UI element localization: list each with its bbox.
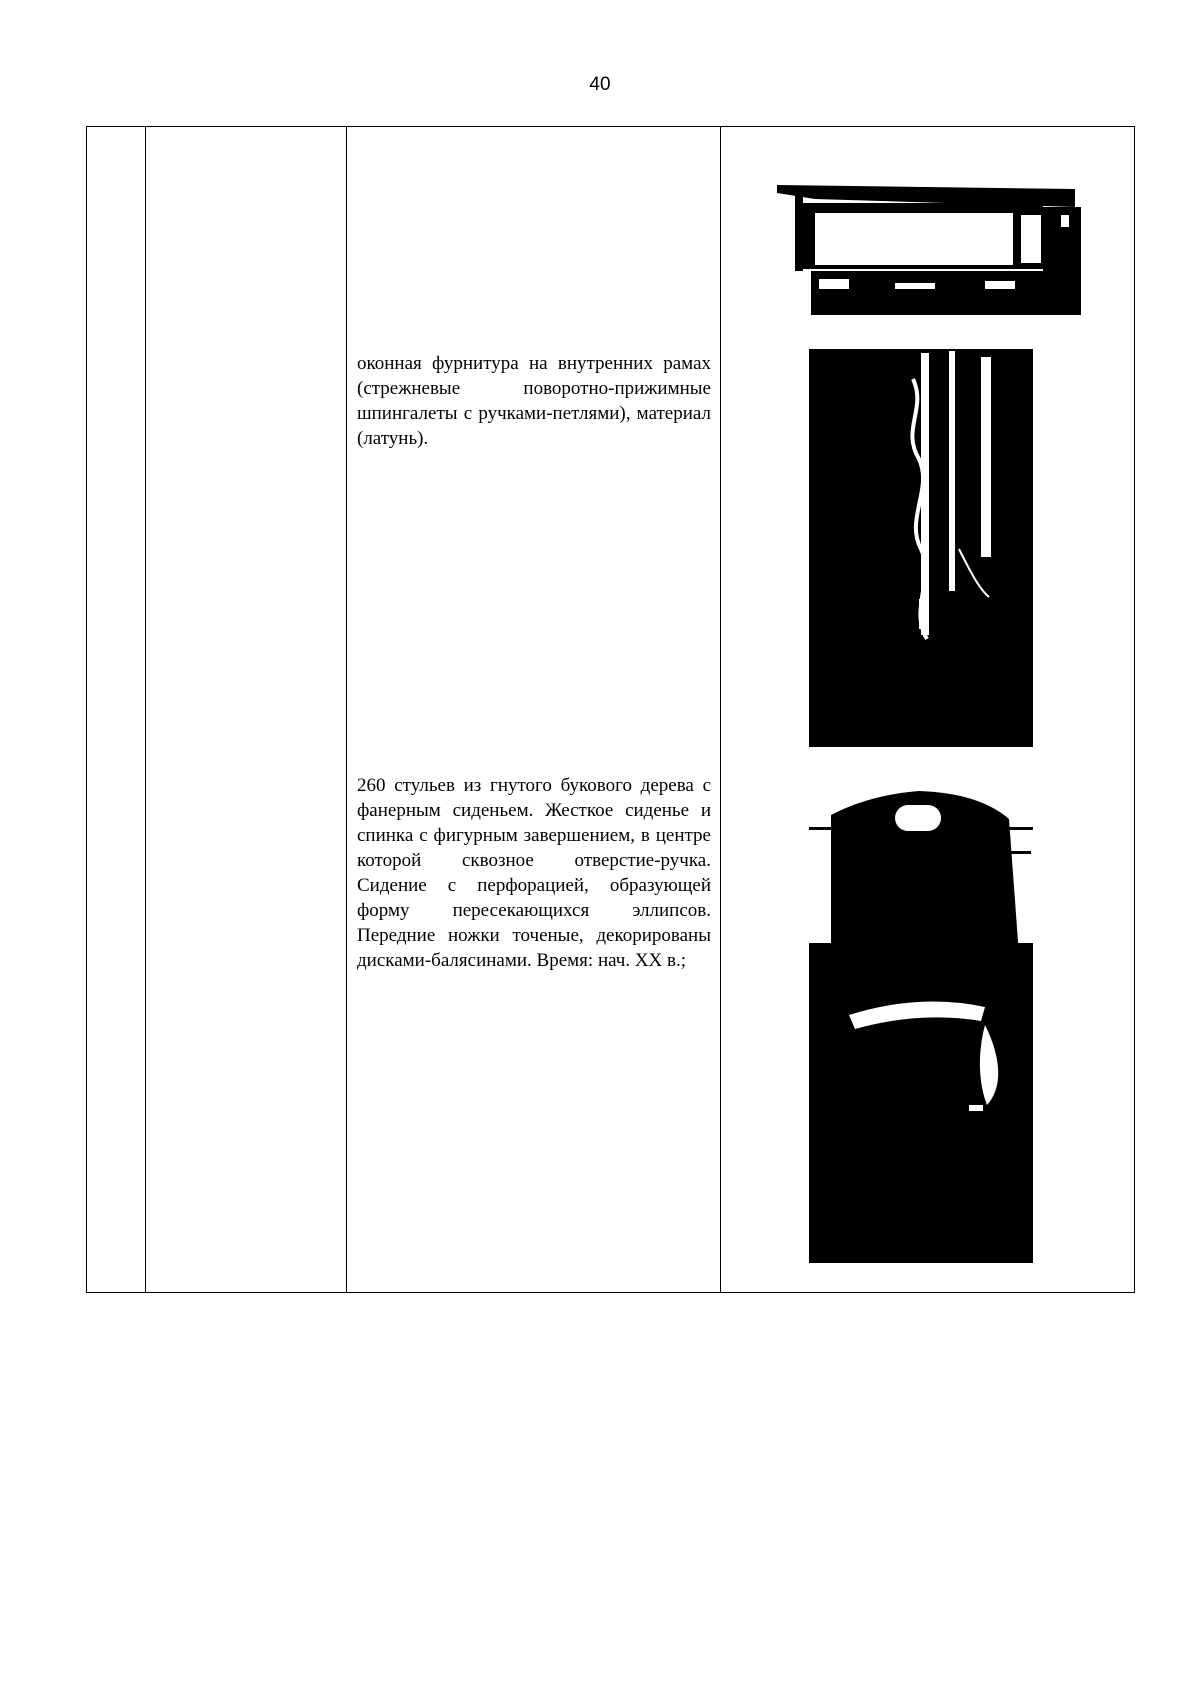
photo-cell <box>721 127 1135 1293</box>
window-latch-photo <box>775 185 1083 315</box>
description-cell <box>347 127 721 1293</box>
item-description-chairs: 260 стульев из гнутого букового дерева с фанерным сиденьем. Жесткое сиденье и спинка с фигурным завершением, в центре которой сквозное отверстие-ручка. Сидение с перфорацией, образующей форму пересекающихся эллипсов. Передние ножки точеные, декорированы дисками-балясинами. Время: нач. XX в.; <box>357 775 711 971</box>
item-description-window-hardware: оконная фурнитура на внутренних рамах (стрежневые поворотно-прижимные шпингалеты с ручками-петлями), материал (латунь). <box>357 353 711 449</box>
page-number: 40 <box>589 74 611 95</box>
inventory-table <box>86 126 1135 1293</box>
name-cell <box>146 127 347 1293</box>
bentwood-chair-photo <box>809 785 1033 1263</box>
table-row <box>87 127 1135 1293</box>
number-cell <box>87 127 146 1293</box>
window-frame-photo <box>809 349 1033 747</box>
